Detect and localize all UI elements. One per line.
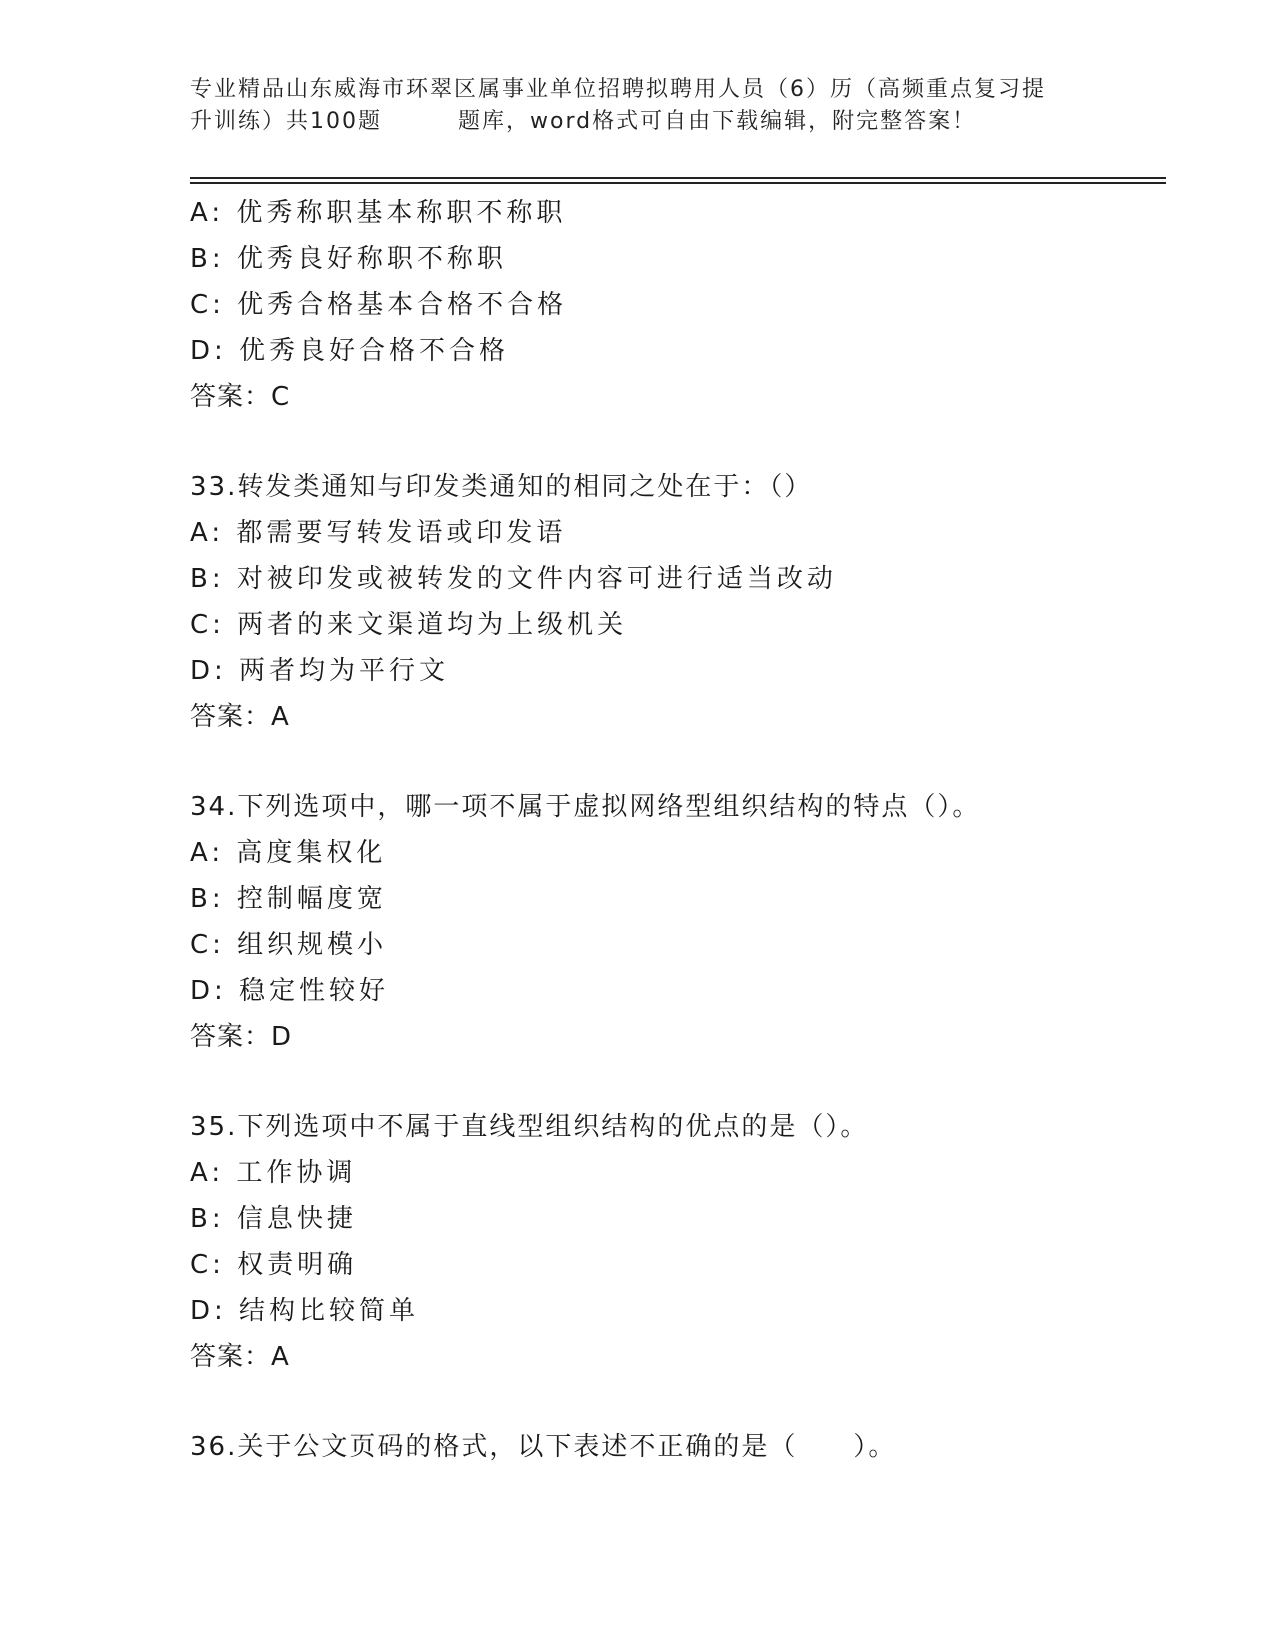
- answer-line: 答案：A: [190, 702, 290, 732]
- option-b: B: 控制幅度宽: [190, 884, 387, 914]
- header-line-1: 专业精品山东威海市环翠区属事业单位招聘拟聘用人员（6）历（高频重点复习提: [190, 77, 1046, 102]
- answer-line: 答案：C: [190, 382, 291, 412]
- option-d: D: 结构比较简单: [190, 1296, 420, 1326]
- option-b: B: 优秀良好称职不称职: [190, 244, 507, 274]
- question-block-34: [190, 784, 1166, 1060]
- header-rule-top: [190, 177, 1166, 179]
- question-block-32: [190, 190, 1166, 420]
- option-d: D: 两者均为平行文: [190, 656, 450, 686]
- question-text: 35.下列选项中不属于直线型组织结构的优点的是（）。: [190, 1112, 869, 1142]
- option-a: A: 高度集权化: [190, 838, 387, 868]
- question-text: 33.转发类通知与印发类通知的相同之处在于：（）: [190, 472, 813, 502]
- option-c: C: 两者的来文渠道均为上级机关: [190, 610, 628, 640]
- header-line-2-part-2: 题库，word格式可自由下载编辑，附完整答案！: [458, 109, 977, 134]
- header-line-2-part-1: 升训练）共100题: [190, 109, 382, 134]
- option-c: C: 优秀合格基本合格不合格: [190, 290, 568, 320]
- answer-line: 答案：D: [190, 1022, 293, 1052]
- option-c: C: 权责明确: [190, 1250, 358, 1280]
- header-rule-bottom: [190, 182, 1166, 184]
- option-b: B: 对被印发或被转发的文件内容可进行适当改动: [190, 564, 837, 594]
- document-header: [190, 74, 1090, 138]
- option-c: C: 组织规模小: [190, 930, 388, 960]
- question-list: [190, 190, 1166, 1470]
- option-a: A: 工作协调: [190, 1158, 357, 1188]
- option-a: A: 优秀称职基本称职不称职: [190, 198, 567, 228]
- answer-line: 答案：A: [190, 1342, 290, 1372]
- option-b: B: 信息快捷: [190, 1204, 357, 1234]
- option-d: D: 稳定性较好: [190, 976, 390, 1006]
- option-a: A: 都需要写转发语或印发语: [190, 518, 567, 548]
- question-block-35: [190, 1104, 1166, 1380]
- question-block-36: [190, 1424, 1166, 1470]
- option-d: D: 优秀良好合格不合格: [190, 336, 510, 366]
- question-block-33: [190, 464, 1166, 740]
- question-text: 36.关于公文页码的格式，以下表述不正确的是（ ）。: [190, 1432, 897, 1462]
- header-line-2: [190, 106, 1090, 138]
- question-text: 34.下列选项中，哪一项不属于虚拟网络型组织结构的特点（）。: [190, 792, 981, 822]
